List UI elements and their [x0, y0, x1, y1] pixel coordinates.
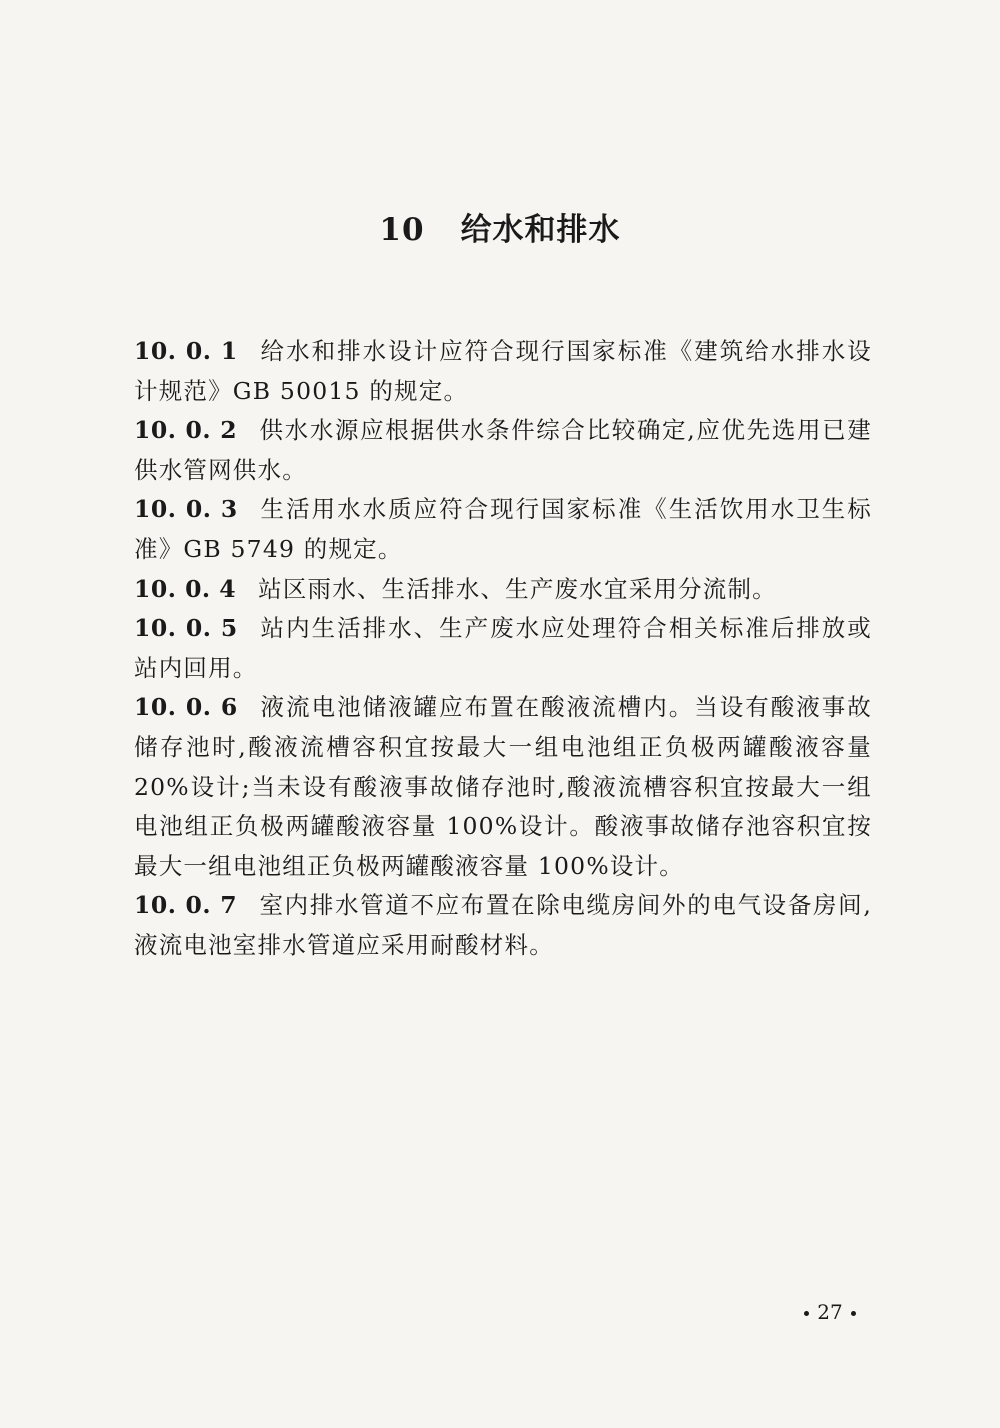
bullet-dot-icon — [851, 1311, 856, 1316]
clause-10-0-3 — [134, 490, 872, 569]
clause-number: 10. 0. 5 — [134, 614, 238, 643]
bullet-dot-icon — [804, 1311, 809, 1316]
clause-number: 10. 0. 4 — [134, 574, 237, 603]
clause-text: 供水水源应根据供水条件综合比较确定,应优先选用已建供水管网供水。 — [134, 416, 872, 484]
chapter-number: 10 — [379, 212, 425, 248]
clause-10-0-2 — [134, 411, 872, 490]
clause-10-0-7 — [134, 886, 872, 965]
clause-number: 10. 0. 7 — [134, 891, 238, 920]
clause-10-0-6 — [134, 688, 872, 886]
clause-10-0-4 — [134, 570, 872, 610]
clause-text: 给水和排水设计应符合现行国家标准《建筑给水排水设计规范》GB 50015 的规定。 — [134, 337, 872, 405]
page-number — [790, 1300, 870, 1324]
chapter-title-text: 给水和排水 — [460, 212, 621, 248]
page-number-text: 27 — [817, 1300, 843, 1324]
clause-number: 10. 0. 6 — [134, 693, 238, 722]
clause-10-0-5 — [134, 609, 872, 688]
clause-number: 10. 0. 2 — [134, 416, 238, 445]
clause-text: 室内排水管道不应布置在除电缆房间外的电气设备房间,液流电池室排水管道应采用耐酸材料。 — [134, 891, 872, 959]
clause-10-0-1 — [134, 332, 872, 411]
chapter-title — [0, 204, 1000, 249]
clause-text: 液流电池储液罐应布置在酸液流槽内。当设有酸液事故储存池时,酸液流槽容积宜按最大一组电池组正负极两罐酸液容量 20%设计;当未设有酸液事故储存池时,酸液流槽容积宜按最大一组电池组正负极两罐酸液容量 100%设计。酸液事故储存池容积宜按最大一组电池组正负极两罐酸液容量 100%设计。 — [134, 693, 872, 880]
clauses-section — [134, 332, 872, 966]
clause-number: 10. 0. 1 — [134, 337, 238, 365]
clause-text: 站区雨水、生活排水、生产废水宜采用分流制。 — [258, 574, 777, 603]
clause-number: 10. 0. 3 — [134, 495, 238, 524]
clause-text: 站内生活排水、生产废水应处理符合相关标准后排放或站内回用。 — [134, 614, 872, 682]
clause-text: 生活用水水质应符合现行国家标准《生活饮用水卫生标准》GB 5749 的规定。 — [134, 495, 872, 563]
